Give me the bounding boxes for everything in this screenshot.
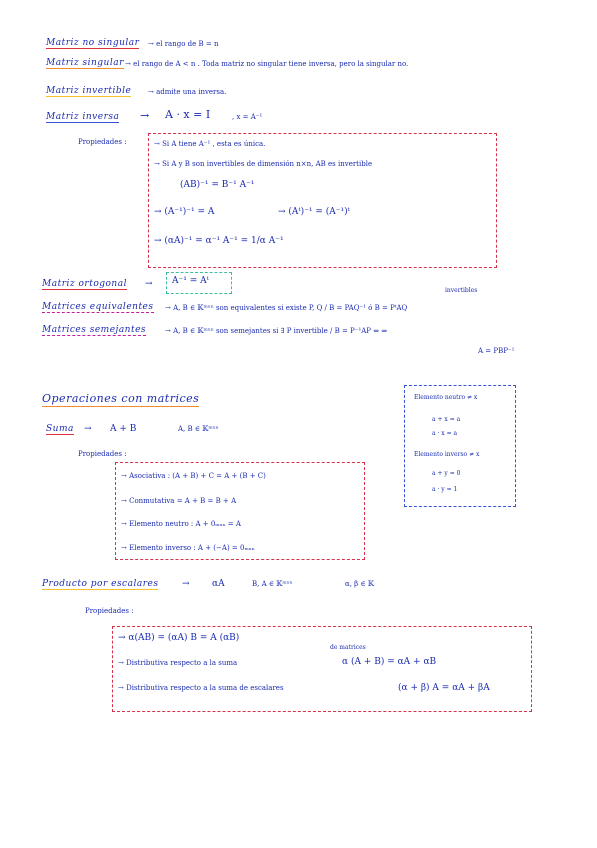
producto-expr: αA (212, 579, 225, 589)
equivalentes-note: invertibles (445, 287, 478, 294)
suma-expr: A + B (110, 424, 137, 434)
prop-inversa-4a: → (A⁻¹)⁻¹ = A (154, 207, 215, 217)
prop-inversa-3: (AB)⁻¹ = B⁻¹ A⁻¹ (180, 180, 255, 190)
suma-prop-2: → Conmutativa = A + B = B + A (121, 497, 237, 505)
semejantes-eq2: A = PBP⁻¹ (478, 347, 515, 355)
prop-inversa-4b: → (Aᵗ)⁻¹ = (A⁻¹)ᵗ (278, 207, 350, 217)
suma-prop-1: → Asociativa : (A + B) + C = A + (B + C) (121, 472, 266, 480)
props-label-1: Propiedades : (78, 138, 127, 146)
ortogonal-label: Matriz ortogonal (42, 279, 127, 289)
producto-domain2: α, β ∈ 𝕂 (345, 580, 374, 588)
inversa-arrow: → (140, 109, 150, 122)
inversa-label: Matriz inversa (46, 112, 120, 122)
prod-prop-1: → α(AB) = (αA) B = A (αB) (118, 633, 240, 643)
side-box-l2: a · x = a (432, 430, 458, 437)
properties-box-inversa (148, 133, 497, 268)
prod-prop-note: de matrices (330, 644, 366, 651)
prop-inversa-2: → Si A y B son invertibles de dimensión n×n, AB es invertible (154, 160, 373, 168)
no-singular-text: → el rango de B = n (148, 40, 219, 48)
prod-prop-2: → Distributiva respecto a la suma (118, 659, 238, 667)
suma-prop-3: → Elemento neutro : A + 0ₘₓₙ = A (121, 520, 241, 528)
semejantes-label: Matrices semejantes (42, 325, 147, 335)
producto-domain1: B, A ∈ 𝕂ᵐˣⁿ (252, 580, 293, 588)
neutral-inverse-box (404, 385, 516, 507)
invertible-text: → admite una inversa. (148, 88, 227, 96)
equivalentes-label: Matrices equivalentes (42, 302, 154, 312)
prop-inversa-5: → (αA)⁻¹ = α⁻¹ A⁻¹ = 1/α A⁻¹ (154, 236, 284, 246)
prod-prop-3: → Distributiva respecto a la suma de escalares (118, 684, 284, 692)
prop-inversa-1: → Si A tiene A⁻¹ , esta es única. (154, 140, 266, 148)
ortogonal-arrow: → (145, 279, 153, 289)
props-label-suma: Propiedades : (78, 450, 127, 458)
suma-domain: A, B ∈ 𝕂ᵐˣⁿ (178, 425, 219, 433)
prod-prop-3b: (α + β) A = αA + βA (398, 683, 490, 693)
no-singular-label: Matriz no singular (46, 38, 140, 48)
props-label-producto: Propiedades : (85, 607, 134, 615)
side-box-title2: Elemento inverso ≠ x (414, 451, 480, 458)
equivalentes-text: → A, B ∈ 𝕂ᵐˣⁿ son equivalentes si existe P, Q / B = PAQ⁻¹ ó B = PᵗAQ (165, 304, 408, 312)
invertible-label: Matriz invertible (46, 86, 132, 96)
suma-arrow: → (84, 424, 92, 434)
singular-text: → el rango de A < n . Toda matriz no singular tiene inversa, pero la singular no. (125, 60, 409, 68)
suma-prop-4: → Elemento inverso : A + (−A) = 0ₘₓₙ (121, 544, 255, 552)
ortogonal-eq: A⁻¹ = Aᵗ (172, 276, 209, 286)
inversa-eq1: A · x = I (165, 108, 211, 121)
producto-arrow: → (182, 579, 190, 589)
side-box-l1: a + x = a (432, 416, 461, 423)
semejantes-text: → A, B ∈ 𝕂ᵐˣⁿ son semejantes si ∃ P invertible / B = P⁻¹AP ⇔ ⇒ (165, 327, 388, 335)
operaciones-title: Operaciones con matrices (42, 392, 200, 405)
side-box-title1: Elemento neutro ≠ x (414, 394, 478, 401)
suma-label: Suma (46, 424, 74, 434)
side-box-l3: a + y = 0 (432, 470, 461, 477)
prod-prop-2b: α (A + B) = αA + αB (342, 657, 437, 667)
side-box-l4: a · y = 1 (432, 486, 458, 493)
producto-label: Producto por escalares (42, 579, 159, 589)
inversa-eq2: , x = A⁻¹ (232, 113, 263, 121)
singular-label: Matriz singular (46, 58, 124, 68)
